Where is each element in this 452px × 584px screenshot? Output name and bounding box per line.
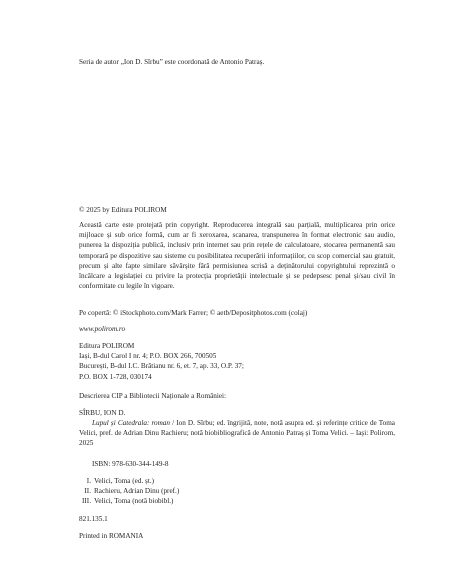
added-entry-number: III.: [82, 497, 91, 506]
cip-header: Descrierea CIP a Bibliotecii Naționale a României:: [79, 392, 227, 400]
cip-record: [79, 418, 395, 449]
copyright-line: © 2025 by Editura POLIROM: [79, 206, 167, 214]
rights-notice: Această carte este protejată prin copyright. Reproducerea integrală sau parțială, multiplicarea prin orice mijloace și sub orice formă, cum ar fi xeroxarea, scanarea, transpunerea în format electronic sau audio, punerea la dispoziția publică, inclusiv prin internet sau prin rețele de calculatoare, stocarea permanentă sau temporară pe dispozitive sau sisteme cu posibilitatea recuperării informațiilor, cu scop comercial sau gratuit, precum și alte fapte similare săvârșite fără permisiunea scrisă a deținătorului copyrightului reprezintă o încălcare a legislației cu privire la protecția proprietății intelectuale și se pedepsesc penal și/sau civil în conformitate cu legile în vigoare.: [79, 221, 395, 291]
added-entry-text: Rachieru, Adrian Dinu (pref.): [94, 487, 180, 496]
website[interactable]: www.polirom.ro: [79, 325, 126, 333]
added-entry-text: Velici, Toma (notă biobibl.): [94, 497, 174, 506]
cip-record-rest: / Ion D. Sîrbu; ed. îngrijită, note, notă asupra ed. și referințe critice de Toma Velici, pref. de Adrian Dinu Rachieru; notă biobibliografică de Antonio Patraș și Toma Velici. – Iași: Polirom, 2025: [79, 419, 395, 448]
address-iasi: Iași, B-dul Carol I nr. 4; P.O. BOX 266, 700505: [79, 352, 217, 361]
publisher-name: Editura POLIROM: [79, 342, 135, 350]
added-entry-2: [79, 486, 395, 496]
series-note: Seria de autor „Ion D. Sîrbu” este coordonată de Antonio Patraș.: [79, 58, 265, 66]
cover-credit: Pe copertă: © iStockphoto.com/Mark Farrer; © aetb/Depositphotos.com (colaj): [79, 309, 308, 317]
address-bucuresti-1: București, B-dul I.C. Brătianu nr. 6, et. 7, ap. 33, O.P. 37;: [79, 362, 244, 371]
added-entry-number: II.: [84, 487, 91, 496]
cdu-code: 821.135.1: [79, 515, 108, 523]
cip-author: SÎRBU, ION D.: [79, 409, 126, 417]
added-entry-number: I.: [86, 477, 91, 485]
isbn: ISBN: 978-630-344-149-8: [92, 460, 169, 468]
added-entry-3: [79, 496, 395, 506]
added-entry-1: [79, 476, 395, 486]
added-entry-text: Velici, Toma (ed. șt.): [94, 477, 155, 485]
publisher-address: [79, 341, 395, 382]
cip-title: Lupul și Catedrala: roman: [92, 419, 170, 427]
printed-in: Printed in ROMANIA: [79, 532, 144, 540]
cip-added-entries: [79, 476, 395, 507]
address-bucuresti-2: P.O. BOX 1-728, 030174: [79, 372, 152, 381]
